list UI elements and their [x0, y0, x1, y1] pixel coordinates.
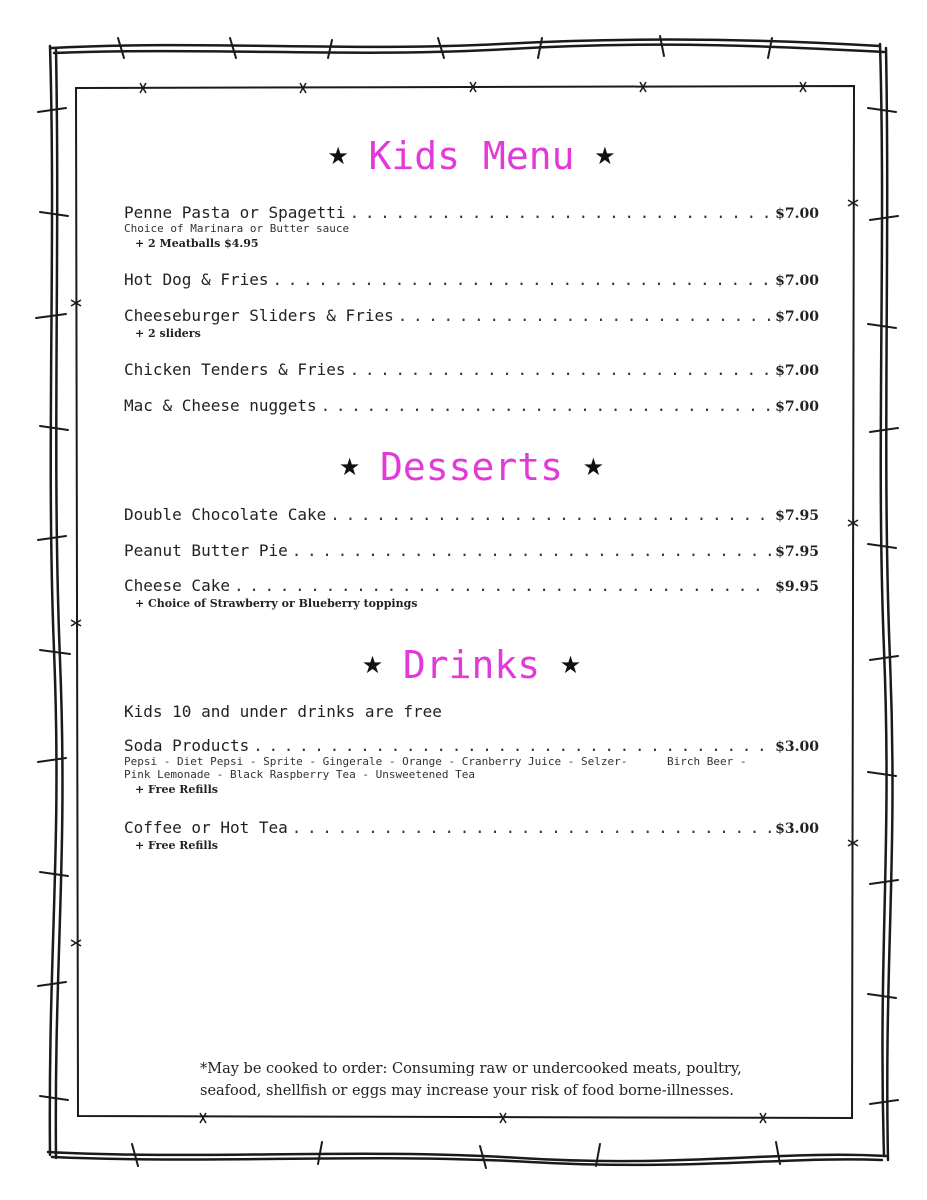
item-price: $7.00	[775, 363, 819, 379]
dot-leader	[273, 270, 772, 289]
item-description: Pepsi - Diet Pepsi - Sprite - Gingerale - Orange - Cranberry Juice - Selzer- Birch Beer -	[124, 755, 747, 768]
dot-leader	[398, 306, 771, 325]
item-price: $7.00	[775, 206, 819, 222]
menu-item	[124, 396, 819, 415]
disclaimer-line: seafood, shellfish or eggs may increase your risk of food borne-illnesses.	[200, 1083, 734, 1099]
item-price: $7.95	[775, 508, 819, 524]
item-price: $7.95	[775, 544, 819, 560]
item-description: Pink Lemonade - Black Raspberry Tea - Unsweetened Tea	[124, 768, 475, 781]
dot-leader	[350, 360, 772, 379]
dot-leader	[253, 736, 771, 755]
item-name: Soda Products	[124, 736, 250, 755]
item-name: Double Chocolate Cake	[124, 505, 327, 524]
item-price: $7.00	[775, 309, 819, 325]
menu-item	[124, 818, 819, 855]
item-addon: + Free Refills	[135, 783, 218, 796]
menu-item	[124, 576, 819, 613]
item-name: Hot Dog & Fries	[124, 270, 269, 289]
item-name: Cheeseburger Sliders & Fries	[124, 306, 394, 325]
item-name: Cheese Cake	[124, 576, 230, 595]
food-safety-disclaimer	[200, 1058, 760, 1102]
item-addon: + 2 sliders	[135, 327, 201, 340]
item-name: Mac & Cheese nuggets	[124, 396, 317, 415]
item-name: Peanut Butter Pie	[124, 541, 288, 560]
dot-leader	[330, 505, 771, 524]
menu-item	[124, 736, 819, 799]
dot-leader	[321, 396, 772, 415]
drinks-note: Kids 10 and under drinks are free	[124, 702, 442, 721]
desserts-title: Desserts	[379, 445, 564, 489]
item-addon: + 2 Meatballs $4.95	[135, 237, 259, 250]
desserts-heading	[124, 445, 819, 489]
menu-item	[124, 541, 819, 560]
item-price: $7.00	[775, 273, 819, 289]
item-name: Penne Pasta or Spagetti	[124, 203, 346, 222]
drinks-heading	[124, 643, 819, 687]
item-addon: + Choice of Strawberry or Blueberry toppings	[135, 597, 418, 610]
item-description: Choice of Marinara or Butter sauce	[124, 222, 350, 235]
dot-leader	[350, 203, 772, 222]
item-name: Coffee or Hot Tea	[124, 818, 288, 837]
dot-leader	[292, 818, 771, 837]
menu-item	[124, 203, 819, 253]
menu-item	[124, 306, 819, 343]
star-icon: ★	[559, 651, 582, 679]
star-icon: ★	[582, 453, 605, 481]
dot-leader	[234, 576, 771, 595]
star-icon: ★	[327, 142, 349, 170]
kids-menu-heading	[124, 134, 819, 178]
star-icon: ★	[594, 142, 616, 170]
menu-item	[124, 270, 819, 289]
item-price: $7.00	[775, 399, 819, 415]
item-addon: + Free Refills	[135, 839, 218, 852]
star-icon: ★	[338, 453, 361, 481]
menu-item	[124, 360, 819, 379]
star-icon: ★	[361, 651, 384, 679]
item-price: $3.00	[775, 739, 819, 755]
kids-menu-title: Kids Menu	[368, 134, 575, 178]
item-name: Chicken Tenders & Fries	[124, 360, 346, 379]
item-price: $3.00	[775, 821, 819, 837]
dot-leader	[292, 541, 771, 560]
drinks-title: Drinks	[402, 643, 541, 687]
disclaimer-line: *May be cooked to order: Consuming raw or undercooked meats, poultry,	[200, 1061, 742, 1077]
item-price: $9.95	[775, 579, 819, 595]
menu-item	[124, 505, 819, 524]
